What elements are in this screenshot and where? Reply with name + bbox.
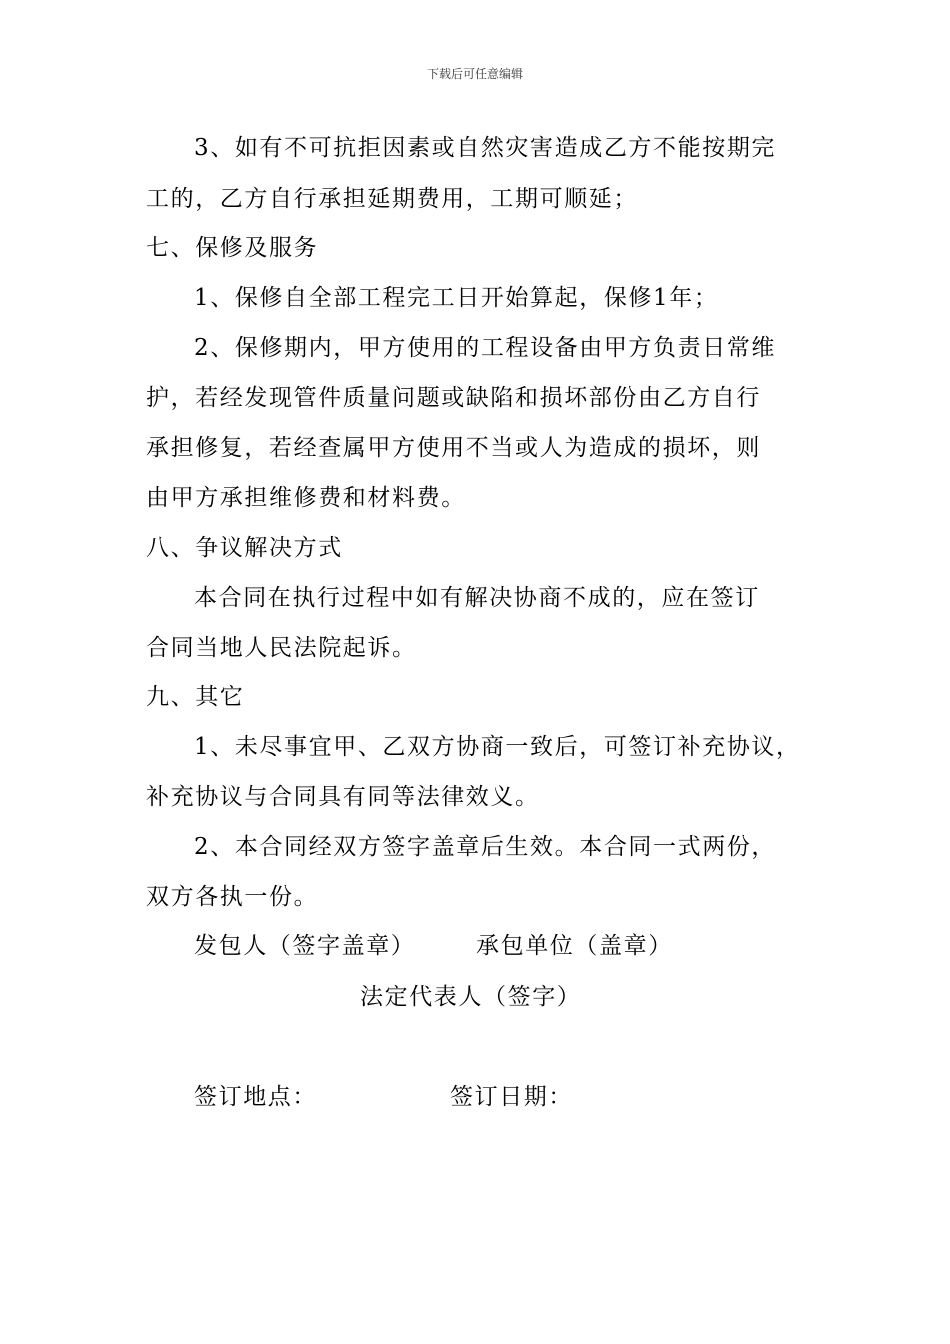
clause-line: 1、未尽事宜甲、乙双方协商一致后，可签订补充协议， [194, 734, 801, 760]
clause-line: 承担修复，若经查属甲方使用不当或人为造成的损坏，则 [146, 435, 761, 461]
clause-line: 本合同在执行过程中如有解决协商不成的，应在签订 [194, 585, 760, 611]
clause-line: 2、本合同经双方签字盖章后生效。本合同一式两份， [194, 834, 777, 860]
section-heading: 七、保修及服务 [146, 235, 319, 261]
clause-line: 合同当地人民法院起诉。 [146, 635, 417, 661]
clause-line: 2、保修期内，甲方使用的工程设备由甲方负责日常维 [194, 335, 777, 361]
signature-contractor: 承包单位（盖章） [476, 933, 673, 959]
clause-line: 护，若经发现管件质量问题或缺陷和损坏部份由乙方自行 [146, 385, 761, 411]
clause-line: 由甲方承担维修费和材料费。 [146, 485, 466, 511]
clause-line: 3、如有不可抗拒因素或自然灾害造成乙方不能按期完 [194, 135, 777, 161]
clause-line: 工的，乙方自行承担延期费用，工期可顺延； [146, 186, 638, 212]
clause-line: 1、保修自全部工程完工日开始算起，保修1年； [194, 285, 719, 311]
signing-place: 签订地点： [194, 1084, 317, 1110]
section-heading: 九、其它 [146, 684, 245, 710]
section-heading: 八、争议解决方式 [146, 535, 343, 561]
signing-date: 签订日期： [450, 1084, 573, 1110]
clause-line: 补充协议与合同具有同等法律效义。 [146, 784, 540, 810]
clause-line: 双方各执一份。 [146, 884, 319, 910]
page-header: 下载后可任意编辑 [426, 67, 523, 81]
signature-employer: 发包人（签字盖章） [194, 933, 416, 959]
signature-legal-rep: 法定代表人（签字） [360, 984, 582, 1010]
